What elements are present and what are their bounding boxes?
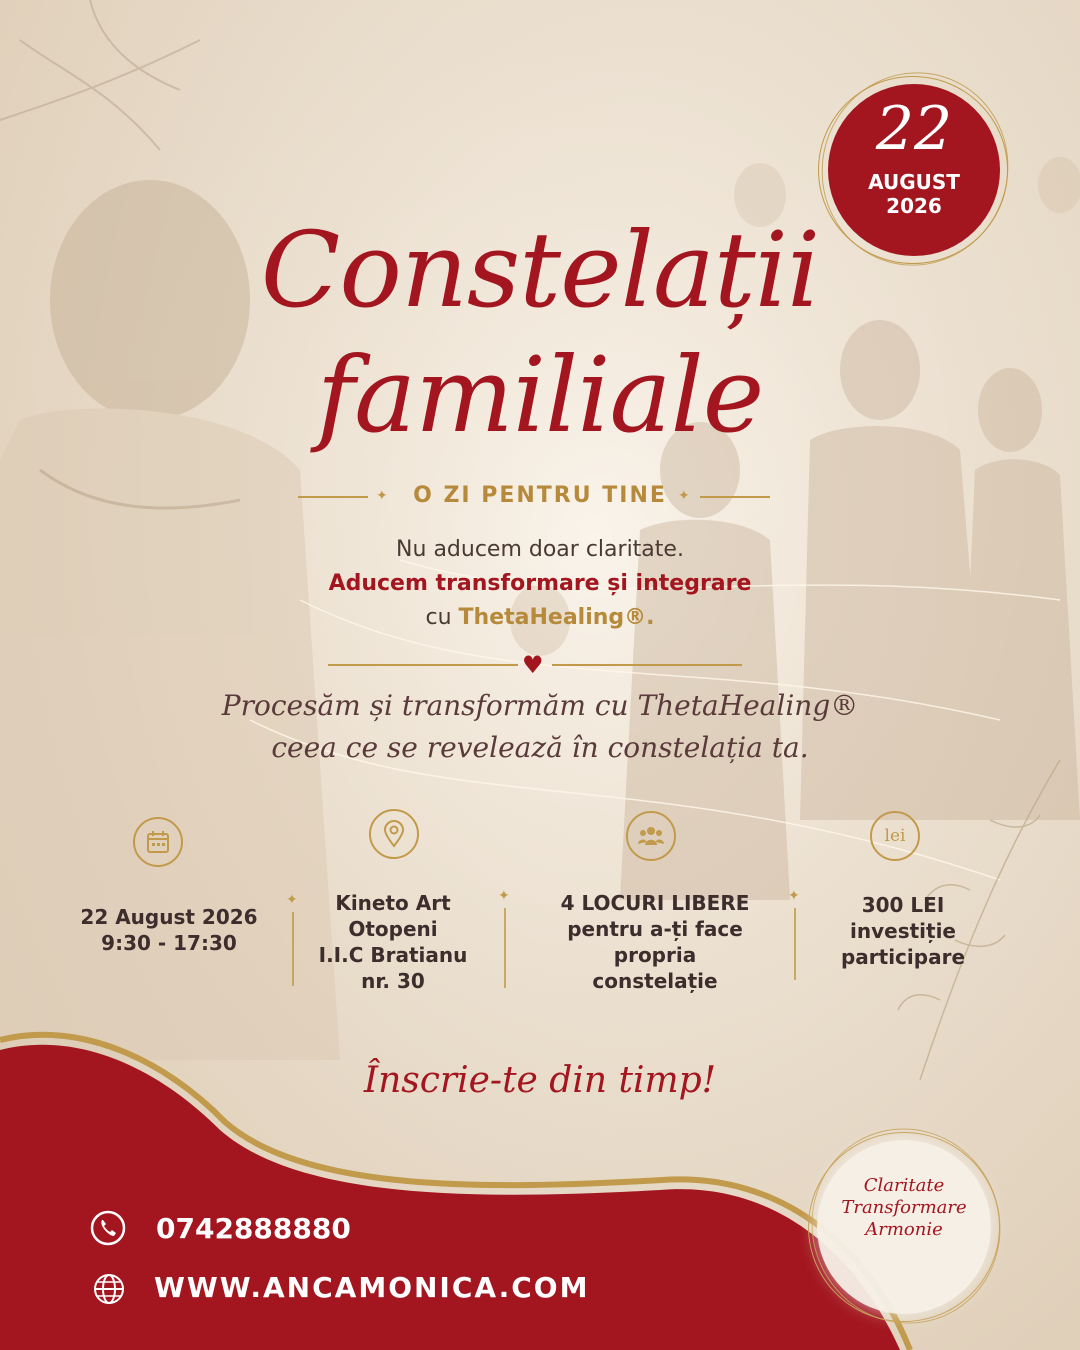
tagline-claritate: Claritate <box>863 1175 945 1196</box>
website-link[interactable]: WWW.ANCAMONICA.COM <box>154 1271 590 1304</box>
phone-number[interactable]: 0742888880 <box>156 1212 351 1245</box>
info-seats-line: pentru a-ți face <box>567 917 743 941</box>
divider-line <box>328 664 518 666</box>
info-location-line: nr. 30 <box>361 969 425 993</box>
sparkle-icon: ✦ <box>286 892 298 908</box>
intro-line-2: Aducem transformare și integrare <box>328 571 752 596</box>
info-price-line: investiție <box>850 919 956 943</box>
info-price-line: 300 LEI <box>861 893 945 917</box>
info-price-line: participare <box>840 945 966 969</box>
info-location-line: Otopeni <box>348 917 438 941</box>
subtitle: O ZI PENTRU TINE <box>413 483 667 508</box>
divider-line <box>552 664 742 666</box>
process-line-2: ceea ce se revelează în constelația ta. <box>271 731 809 764</box>
intro-line-3 <box>240 601 840 635</box>
info-location-line: Kineto Art <box>335 891 451 915</box>
sparkle-icon: ✦ <box>678 488 690 504</box>
divider-line <box>700 496 770 498</box>
info-seats-line: propria <box>613 943 697 967</box>
badge-month: AUGUST <box>868 170 960 194</box>
intro-line-1: Nu aducem doar claritate. <box>396 537 684 562</box>
tagline-armonie: Armonie <box>865 1219 943 1240</box>
info-date <box>74 904 264 956</box>
intro-brand: ThetaHealing®. <box>458 605 655 630</box>
process-line-1: Procesăm și transformăm cu ThetaHealing® <box>221 689 859 722</box>
calendar-icon <box>133 817 183 867</box>
location-pin-icon <box>369 809 419 859</box>
title-line-1: Constelații <box>260 209 820 331</box>
sparkle-icon: ✦ <box>788 888 800 904</box>
sparkle-icon: ✦ <box>498 888 510 904</box>
sparkle-icon: ✦ <box>376 488 388 504</box>
badge-year: 2026 <box>886 194 942 218</box>
heart-icon: ♥ <box>522 651 544 679</box>
info-location <box>298 890 488 994</box>
info-time-line: 9:30 - 17:30 <box>101 931 237 955</box>
info-seats <box>555 890 755 994</box>
separator <box>794 908 796 980</box>
title-line-2: familiale <box>316 334 764 456</box>
info-seats-line: constelație <box>592 969 718 993</box>
globe-icon[interactable] <box>92 1272 126 1306</box>
tagline-transformare: Transformare <box>841 1197 967 1218</box>
separator <box>292 912 294 986</box>
info-date-line: 22 August 2026 <box>80 905 258 929</box>
intro-line-3-prefix: cu <box>425 605 459 630</box>
phone-icon[interactable] <box>90 1210 126 1246</box>
badge-day: 22 <box>875 94 953 164</box>
info-seats-line: 4 LOCURI LIBERE <box>560 891 750 915</box>
lei-icon: lei <box>870 811 920 861</box>
info-price <box>808 892 998 970</box>
info-location-line: I.I.C Bratianu <box>318 943 468 967</box>
separator <box>504 908 506 988</box>
group-icon <box>626 811 676 861</box>
call-to-action: Înscrie-te din timp! <box>363 1060 717 1101</box>
